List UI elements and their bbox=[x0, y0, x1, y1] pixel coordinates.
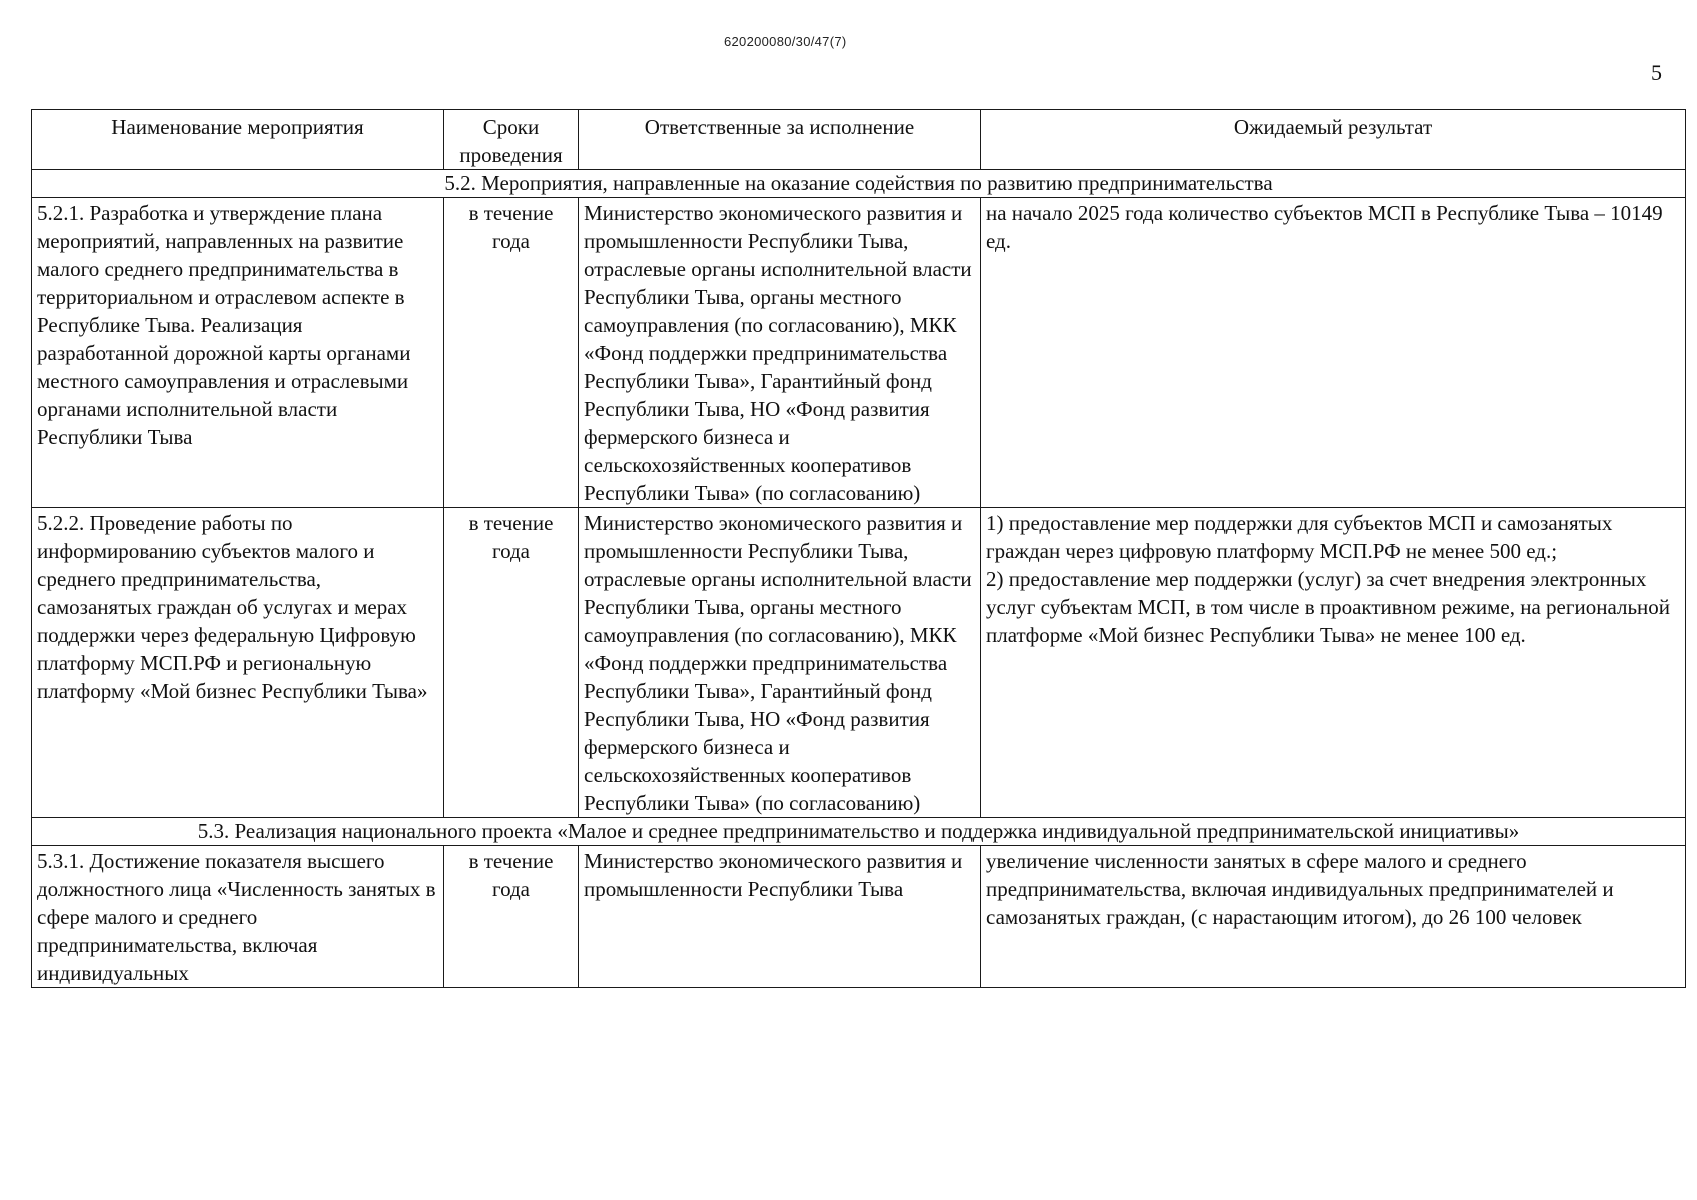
page-number: 5 bbox=[1651, 60, 1662, 85]
responsible-5-2-1: Министерство экономического развития и промышленности Республики Тыва, отраслевые органы исполнительной власти Республики Тыва, органы местного самоуправления (по согласованию), МКК «Фонд поддержки предпринимательства Республики Тыва», Гарантийный фонд Республики Тыва, НО «Фонд развития фермерского бизнеса и сельскохозяйственных кооперативов Республики Тыва» (по согласованию) bbox=[579, 198, 981, 508]
section-row bbox=[32, 818, 1686, 846]
term-5-2-1: в течение года bbox=[444, 198, 579, 508]
activity-name-5-3-1: 5.3.1. Достижение показателя высшего должностного лица «Численность занятых в сфере малого и среднего предпринимательства, включая индивидуальных bbox=[32, 846, 444, 988]
table-row bbox=[32, 846, 1686, 988]
result-5-2-1: на начало 2025 года количество субъектов МСП в Республике Тыва – 10149 ед. bbox=[981, 198, 1686, 508]
term-5-2-2: в течение года bbox=[444, 508, 579, 818]
document-code: 620200080/30/47(7) bbox=[724, 34, 847, 49]
activities-table bbox=[31, 109, 1686, 988]
result-5-2-2 bbox=[981, 508, 1686, 818]
activity-name-5-2-2: 5.2.2. Проведение работы по информированию субъектов малого и среднего предпринимательства, самозанятых граждан об услугах и мерах поддержки через федеральную Цифровую платформу МСП.РФ и региональную платформу «Мой бизнес Республики Тыва» bbox=[32, 508, 444, 818]
header-term: Сроки проведения bbox=[444, 110, 579, 170]
activity-name-5-2-1: 5.2.1. Разработка и утверждение плана мероприятий, направленных на развитие малого среднего предпринимательства в территориальном и отраслевом аспекте в Республике Тыва. Реализация разработанной дорожной карты органами местного самоуправления и отраслевыми органами исполнительной власти Республики Тыва bbox=[32, 198, 444, 508]
result-5-2-2-item-1: 1) предоставление мер поддержки для субъектов МСП и самозанятых граждан через цифровую платформу МСП.РФ не менее 500 ед.; bbox=[986, 511, 1613, 563]
header-activity-name: Наименование мероприятия bbox=[32, 110, 444, 170]
header-expected-result: Ожидаемый результат bbox=[981, 110, 1686, 170]
term-5-3-1: в течение года bbox=[444, 846, 579, 988]
responsible-5-3-1: Министерство экономического развития и промышленности Республики Тыва bbox=[579, 846, 981, 988]
section-title-5-2: 5.2. Мероприятия, направленные на оказание содействия по развитию предпринимательства bbox=[32, 170, 1686, 198]
header-responsible: Ответственные за исполнение bbox=[579, 110, 981, 170]
section-title-5-3: 5.3. Реализация национального проекта «Малое и среднее предпринимательство и поддержка индивидуальной предпринимательской инициативы» bbox=[32, 818, 1686, 846]
table-row bbox=[32, 198, 1686, 508]
result-5-3-1: увеличение численности занятых в сфере малого и среднего предпринимательства, включая индивидуальных предпринимателей и самозанятых граждан, (с нарастающим итогом), до 26 100 человек bbox=[981, 846, 1686, 988]
table-header-row bbox=[32, 110, 1686, 170]
result-5-2-2-item-2: 2) предоставление мер поддержки (услуг) за счет внедрения электронных услуг субъектам МСП, в том числе в проактивном режиме, на региональной платформе «Мой бизнес Республики Тыва» не менее 100 ед. bbox=[986, 567, 1671, 647]
responsible-5-2-2: Министерство экономического развития и промышленности Республики Тыва, отраслевые органы исполнительной власти Республики Тыва, органы местного самоуправления (по согласованию), МКК «Фонд поддержки предпринимательства Республики Тыва», Гарантийный фонд Республики Тыва, НО «Фонд развития фермерского бизнеса и сельскохозяйственных кооперативов Республики Тыва» (по согласованию) bbox=[579, 508, 981, 818]
table-row bbox=[32, 508, 1686, 818]
section-row bbox=[32, 170, 1686, 198]
